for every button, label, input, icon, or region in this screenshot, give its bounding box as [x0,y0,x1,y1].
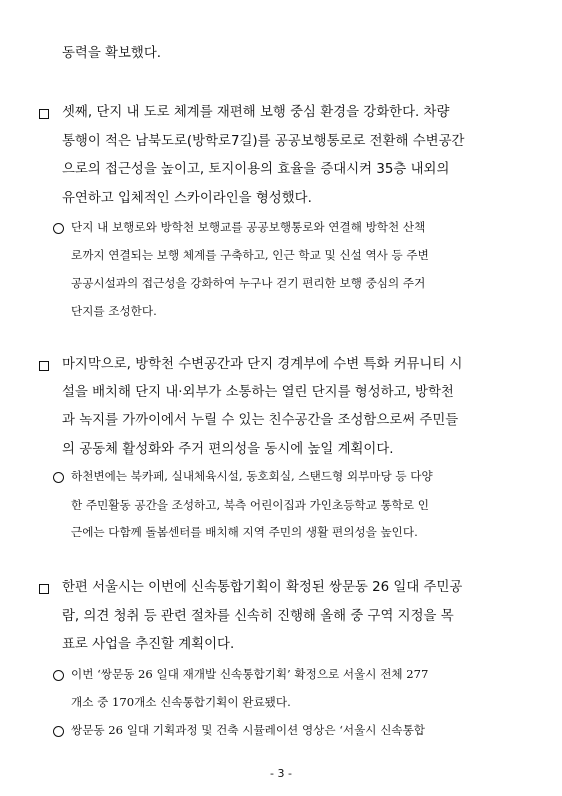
page-number: - 3 - [270,767,292,780]
square-bullet-icon [39,584,49,594]
section-3-sub-1-line-1: 이번 ‘쌍문동 26 일대 재개발 신속통합기획’ 확정으로 서울시 전체 277 [71,667,429,681]
section-1-line-1: 셋째, 단지 내 도로 체계를 재편해 보행 중심 환경을 강화한다. 차량 [62,105,450,120]
square-bullet-icon [39,361,49,371]
section-1-line-2: 통행이 적은 남북도로(방학로7길)를 공공보행통로로 전환해 수변공간 [62,134,465,149]
section-3-sub-2-line-1: 쌍문동 26 일대 기획과정 및 건축 시뮬레이션 영상은 ‘서울시 신속통합 [71,723,425,737]
intro-text: 동력을 확보했다. [62,46,162,61]
section-1-line-4: 유연하고 입체적인 스카이라인을 형성했다. [62,191,312,206]
circle-bullet-icon [53,223,64,234]
section-1-line-3: 으로의 접근성을 높이고, 토지이용의 효율을 증대시켜 35층 내외의 [62,162,450,177]
section-1-sub-1-line-4: 단지를 조성한다. [71,304,157,318]
section-3-line-3: 표로 사업을 추진할 계획이다. [62,637,235,652]
section-2-line-3: 과 녹지를 가까이에서 누릴 수 있는 친수공간을 조성함으로써 주민들 [62,413,459,428]
section-2-line-2: 설을 배치해 단지 내·외부가 소통하는 열린 단지를 형성하고, 방학천 [62,385,454,400]
section-2-sub-1-line-2: 한 주민활동 공간을 조성하고, 북측 어린이집과 가인초등학교 통학로 인 [71,498,429,512]
section-2-line-1: 마지막으로, 방학천 수변공간과 단지 경계부에 수변 특화 커뮤니티 시 [62,357,463,372]
circle-bullet-icon [53,726,64,737]
section-1-sub-1-line-2: 로까지 연결되는 보행 체계를 구축하고, 인근 학교 및 신설 역사 등 주변 [71,248,429,262]
circle-bullet-icon [53,472,64,483]
section-3-line-2: 람, 의견 청취 등 관련 절차를 신속히 진행해 올해 중 구역 지정을 목 [62,609,454,624]
section-3-sub-1-line-2: 개소 중 170개소 신속통합기획이 완료됐다. [71,695,291,709]
circle-bullet-icon [53,670,64,681]
section-1-sub-1-line-1: 단지 내 보행로와 방학천 보행교를 공공보행통로와 연결해 방학천 산책 [71,220,426,234]
section-2-sub-1-line-1: 하천변에는 북카페, 실내체육시설, 동호회실, 스탠드형 외부마당 등 다양 [71,469,433,483]
section-1-sub-1-line-3: 공공시설과의 접근성을 강화하여 누구나 걷기 편리한 보행 중심의 주거 [71,276,426,290]
section-2-line-4: 의 공동체 활성화와 주거 편의성을 동시에 높일 계획이다. [62,442,394,457]
square-bullet-icon [39,109,49,119]
section-2-sub-1-line-3: 근에는 다함께 돌봄센터를 배치해 지역 주민의 생활 편의성을 높인다. [71,525,418,539]
section-3-line-1: 한편 서울시는 이번에 신속통합기획이 확정된 쌍문동 26 일대 주민공 [62,580,463,595]
